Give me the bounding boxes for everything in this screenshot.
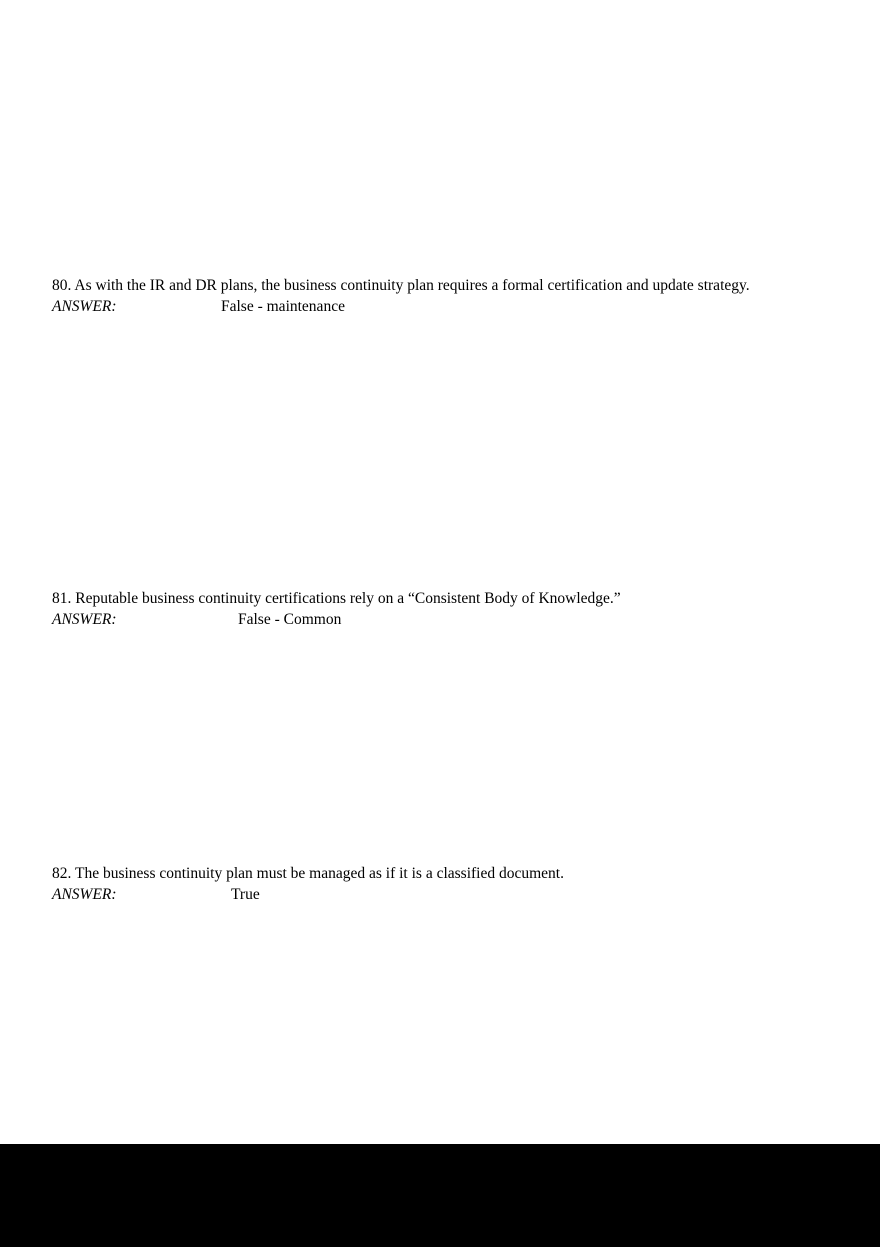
answer-label: ANSWER: bbox=[52, 298, 117, 315]
answer-row bbox=[52, 296, 750, 317]
question-text: 80. As with the IR and DR plans, the business continuity plan requires a formal certification and update strategy. bbox=[52, 277, 750, 294]
question-text: 82. The business continuity plan must be managed as if it is a classified document. bbox=[52, 865, 564, 882]
answer-value: False - Common bbox=[238, 611, 342, 628]
answer-row bbox=[52, 609, 621, 630]
bottom-black-band bbox=[0, 1144, 880, 1247]
answer-label: ANSWER: bbox=[52, 611, 117, 628]
question-81 bbox=[52, 588, 621, 630]
answer-row bbox=[52, 884, 564, 905]
answer-value: True bbox=[231, 886, 260, 903]
question-80 bbox=[52, 275, 750, 317]
answer-value: False - maintenance bbox=[221, 298, 345, 315]
question-text: 81. Reputable business continuity certifications rely on a “Consistent Body of Knowledge.” bbox=[52, 590, 621, 607]
answer-label: ANSWER: bbox=[52, 886, 117, 903]
question-82 bbox=[52, 863, 564, 905]
